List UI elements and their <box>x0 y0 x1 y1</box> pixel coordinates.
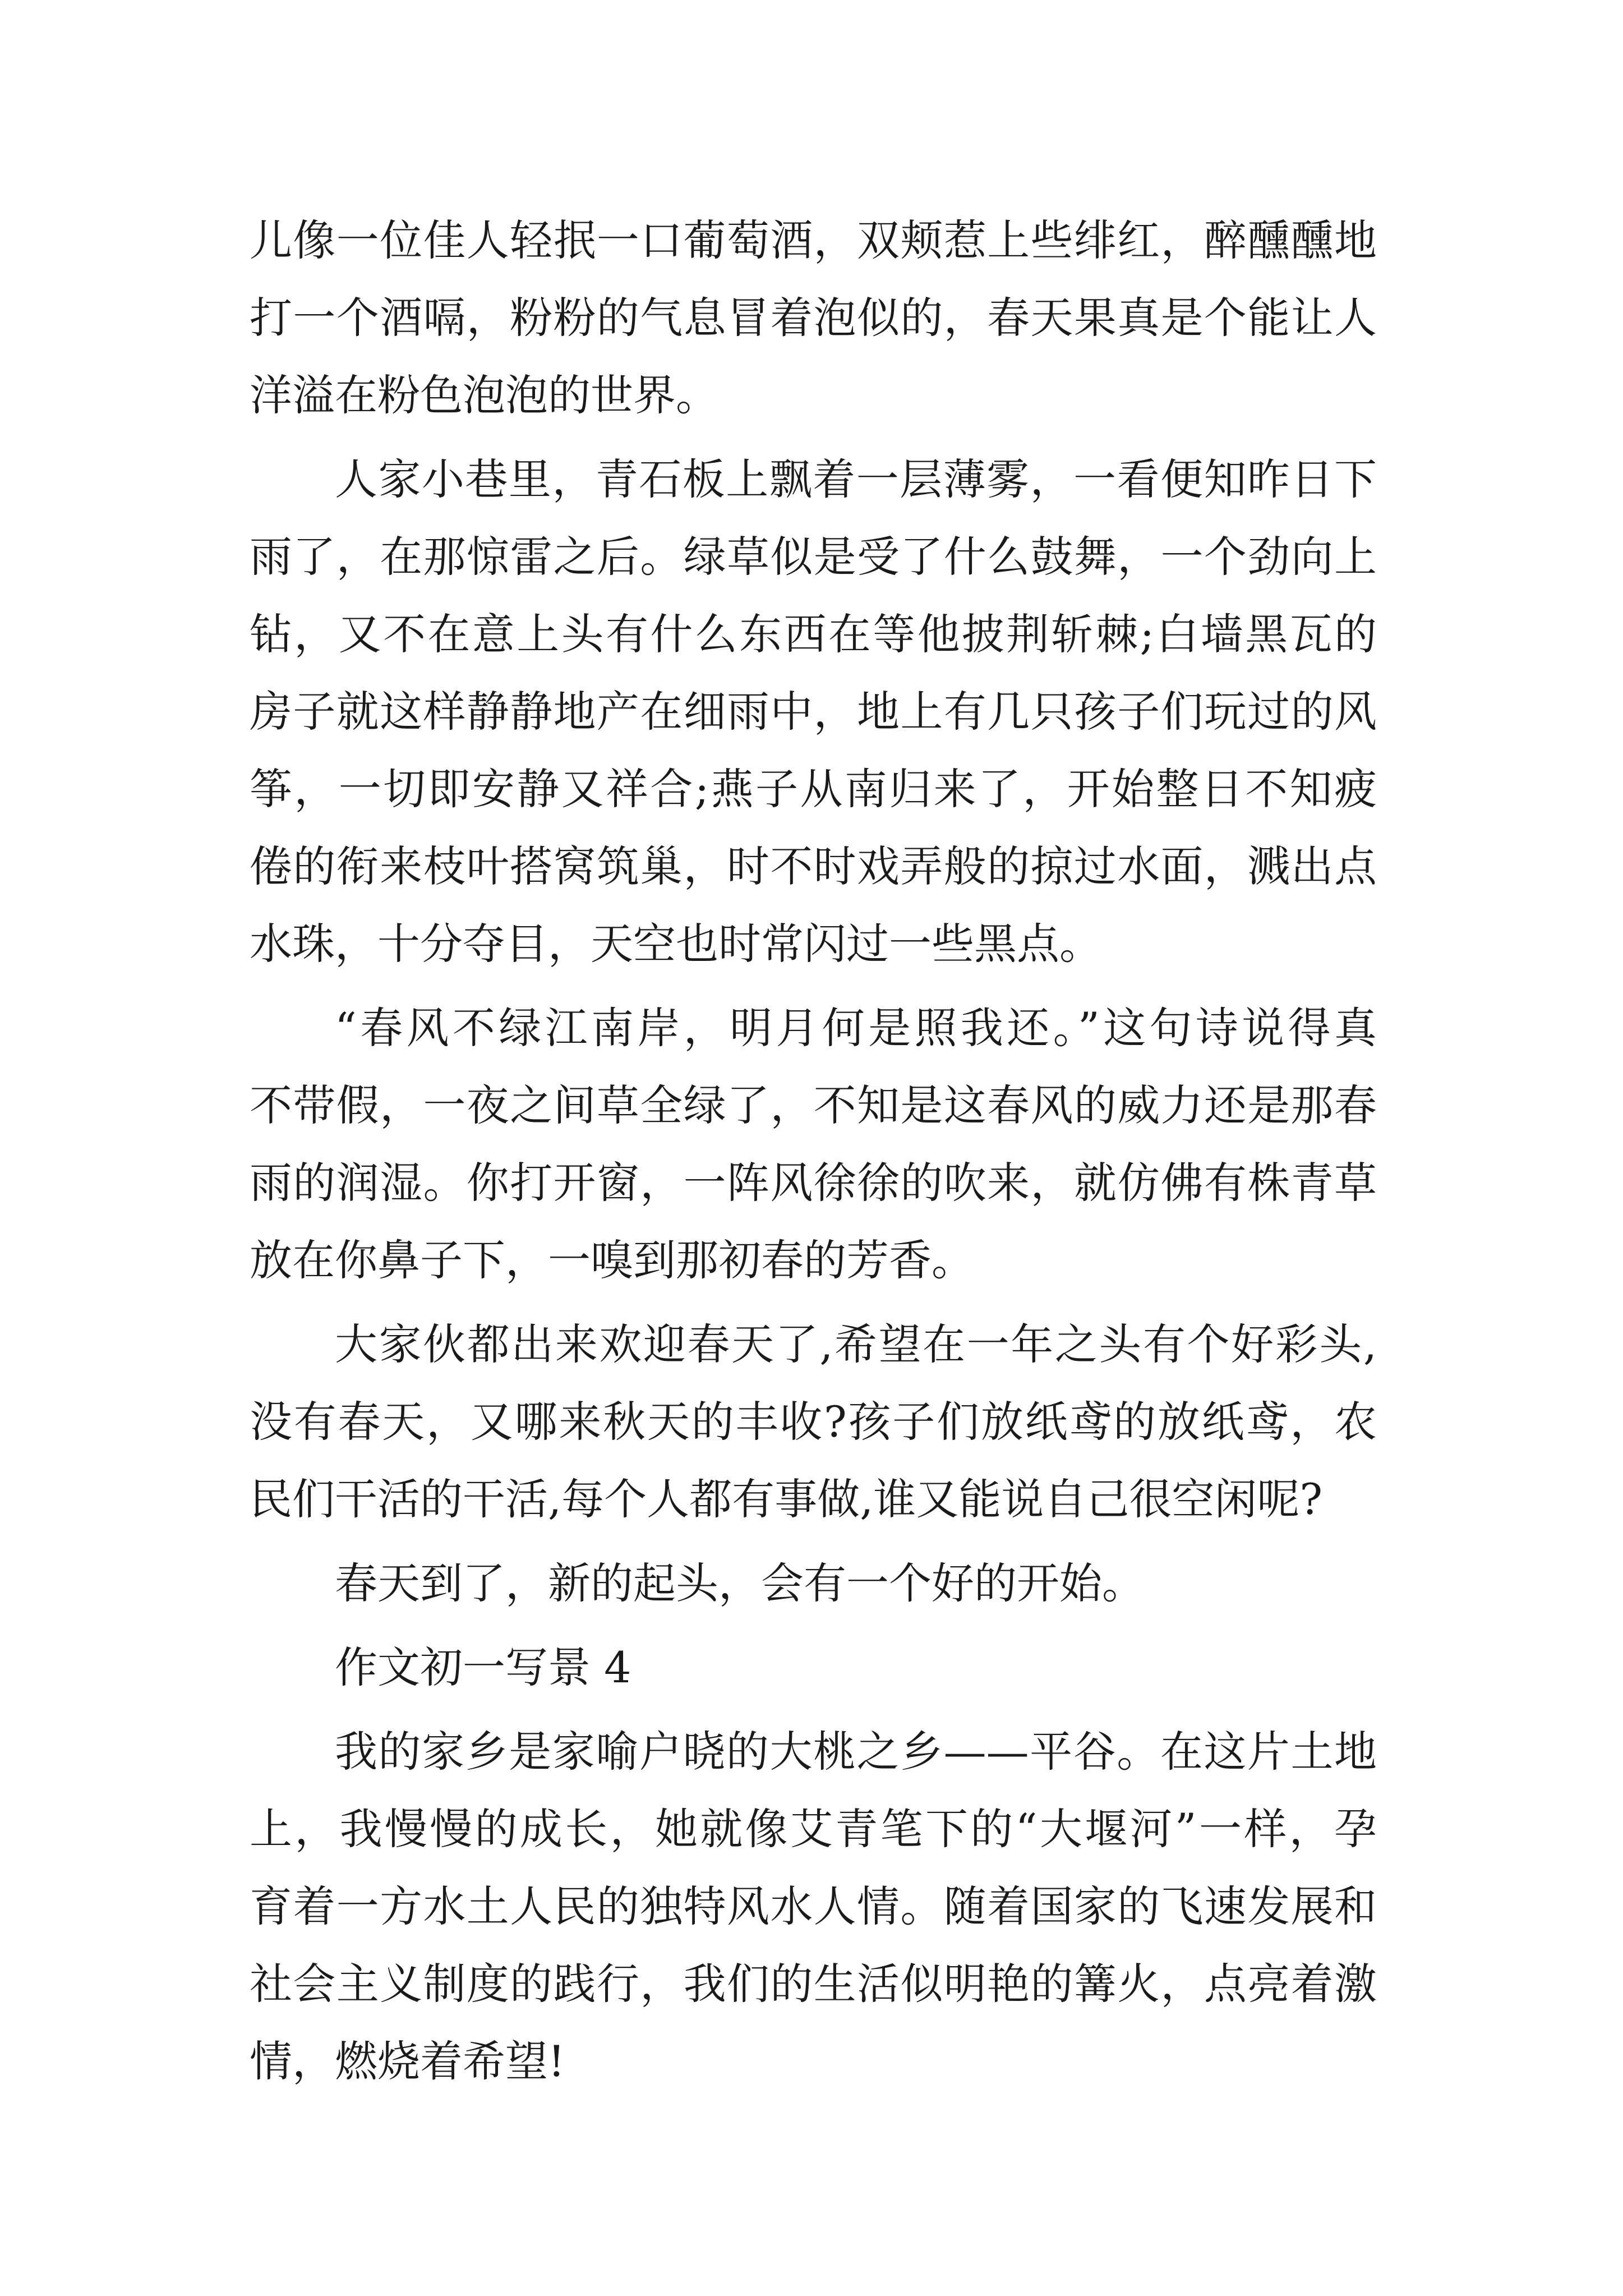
text-line: 人家小巷里，青石板上飘着一层薄雾，一看便知昨日下 <box>335 454 1377 504</box>
paragraph <box>250 1713 1377 2100</box>
text-line: 上，我慢慢的成长，她就像艾青笔下的“大堰河”一样，孕 <box>250 1804 1377 1854</box>
text-line: 放在你鼻子下，一嗅到那初春的芳香。 <box>250 1235 974 1285</box>
text-line: 情，燃烧着希望! <box>250 2036 565 2086</box>
text-line: 我的家乡是家喻户晓的大桃之乡——平谷。在这片土地 <box>335 1727 1377 1777</box>
document-body <box>250 202 1377 2107</box>
text-line: 民们干活的干活,每个人都有事做,谁又能说自己很空闲呢? <box>250 1474 1323 1524</box>
section-heading <box>250 1629 1377 1706</box>
paragraph <box>250 202 1377 434</box>
text-line: 不带假，一夜之间草全绿了，不知是这春风的威力还是那春 <box>250 1080 1377 1130</box>
paragraph <box>250 1306 1377 1538</box>
text-line: 钻，又不在意上头有什么东西在等他披荆斩棘;白墙黑瓦的 <box>250 609 1377 659</box>
text-line: 春天到了，新的起头，会有一个好的开始。 <box>335 1558 1145 1608</box>
text-line: 大家伙都出来欢迎春天了,希望在一年之头有个好彩头, <box>335 1319 1377 1369</box>
text-line: 水珠，十分夺目，天空也时常闪过一些黑点。 <box>250 919 1102 969</box>
text-line: “春风不绿江南岸，明月何是照我还。”这句诗说得真 <box>335 1003 1377 1053</box>
paragraph <box>250 990 1377 1299</box>
heading-text: 作文初一写景 4 <box>335 1642 631 1692</box>
text-line: 没有春天，又哪来秋天的丰收?孩子们放纸鸢的放纸鸢，农 <box>250 1397 1377 1447</box>
text-line: 房子就这样静静地产在细雨中，地上有几只孩子们玩过的风 <box>250 687 1377 737</box>
text-line: 社会主义制度的践行，我们的生活似明艳的篝火，点亮着激 <box>250 1959 1377 2009</box>
text-line: 洋溢在粉色泡泡的世界。 <box>250 370 718 420</box>
text-line: 雨了，在那惊雷之后。绿草似是受了什么鼓舞，一个劲向上 <box>250 532 1377 582</box>
text-line: 筝，一切即安静又祥合;燕子从南归来了，开始整日不知疲 <box>250 764 1377 814</box>
text-line: 育着一方水土人民的独特风水人情。随着国家的飞速发展和 <box>250 1881 1377 1931</box>
text-line: 打一个酒嗝，粉粉的气息冒着泡似的，春天果真是个能让人 <box>250 293 1377 343</box>
text-line: 倦的衔来枝叶搭窝筑巢，时不时戏弄般的掠过水面，溅出点 <box>250 841 1377 891</box>
text-line: 雨的润湿。你打开窗，一阵风徐徐的吹来，就仿佛有株青草 <box>250 1158 1377 1208</box>
text-line: 儿像一位佳人轻抿一口葡萄酒，双颊惹上些绯红，醉醺醺地 <box>250 215 1377 265</box>
paragraph <box>250 441 1377 983</box>
paragraph <box>250 1545 1377 1622</box>
